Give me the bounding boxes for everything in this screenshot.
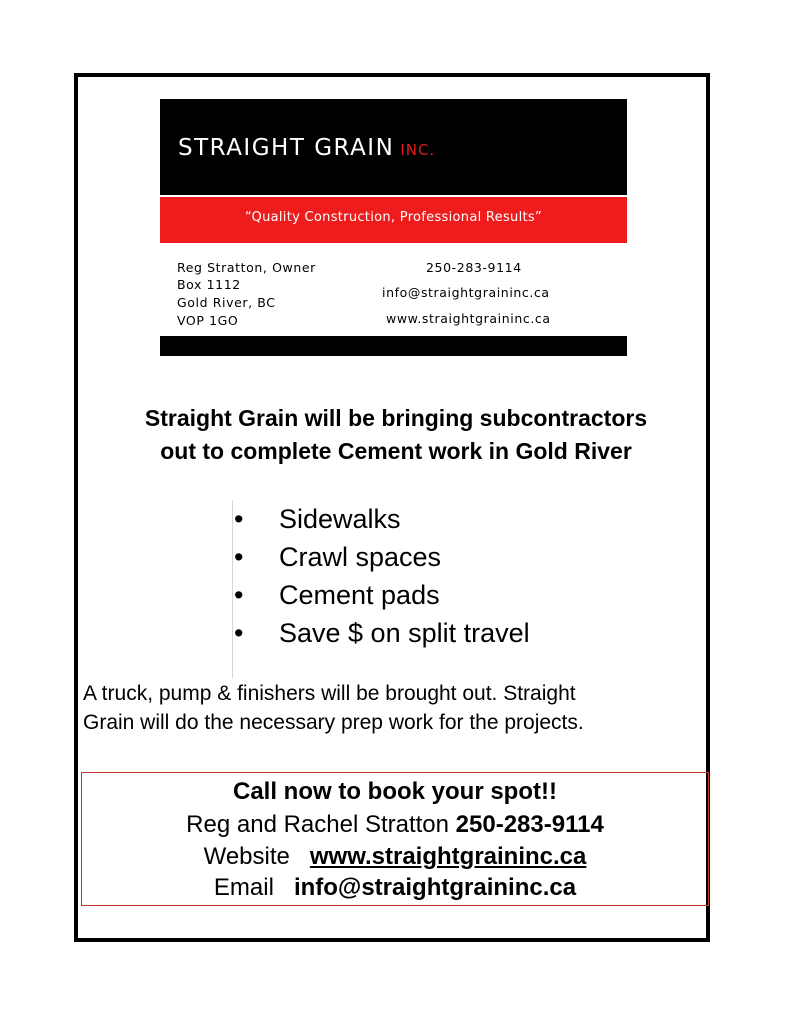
- cta-website-label: Website: [203, 843, 290, 870]
- bullet-icon: •: [234, 580, 244, 610]
- services-list: [232, 500, 593, 678]
- card-owner: Reg Stratton, Owner: [177, 260, 316, 275]
- cta-contact-names: Reg and Rachel Stratton: [186, 811, 449, 838]
- bullet-icon: •: [234, 542, 244, 572]
- company-name: STRAIGHT GRAIN: [178, 135, 395, 161]
- headline: [80, 402, 712, 468]
- cta-phone[interactable]: 250-283-9114: [455, 811, 604, 838]
- headline-line-1: Straight Grain will be bringing subcontractors: [144, 405, 648, 431]
- cta-email-link[interactable]: info@straightgraininc.ca: [293, 874, 577, 901]
- cta-website-line: [81, 843, 709, 871]
- card-box: Box 1112: [177, 277, 241, 292]
- cta-email-line: [81, 874, 709, 902]
- body-line-2: Grain will do the necessary prep work for the projects.: [83, 711, 584, 734]
- card-email: info@straightgraininc.ca: [382, 285, 550, 300]
- cta-contact-line: [81, 811, 709, 839]
- company-suffix: INC.: [400, 141, 436, 159]
- cta-email-label: Email: [213, 874, 274, 901]
- service-label: Crawl spaces: [279, 542, 442, 572]
- cta-heading: Call now to book your spot!!: [233, 778, 557, 805]
- body-paragraph: [83, 679, 713, 737]
- bullet-icon: •: [234, 504, 244, 534]
- card-website: www.straightgraininc.ca: [386, 311, 551, 326]
- service-label: Save $ on split travel: [279, 618, 530, 648]
- card-postal: VOP 1GO: [177, 313, 239, 328]
- card-phone: 250-283-9114: [426, 260, 522, 275]
- service-label: Sidewalks: [279, 504, 401, 534]
- card-black-header: [160, 99, 627, 195]
- card-tagline: “Quality Construction, Professional Results”: [244, 210, 543, 225]
- body-line-1: A truck, pump & finishers will be brought out. Straight: [83, 682, 576, 705]
- card-company-name: [178, 135, 435, 161]
- bullet-icon: •: [234, 618, 244, 648]
- business-card-image: [160, 99, 627, 356]
- headline-line-2: out to complete Cement work in Gold River: [160, 438, 632, 464]
- cta-website-link[interactable]: www.straightgraininc.ca: [309, 843, 587, 870]
- card-city: Gold River, BC: [177, 295, 276, 310]
- service-label: Cement pads: [279, 580, 440, 610]
- card-bottom-bar: [160, 336, 627, 356]
